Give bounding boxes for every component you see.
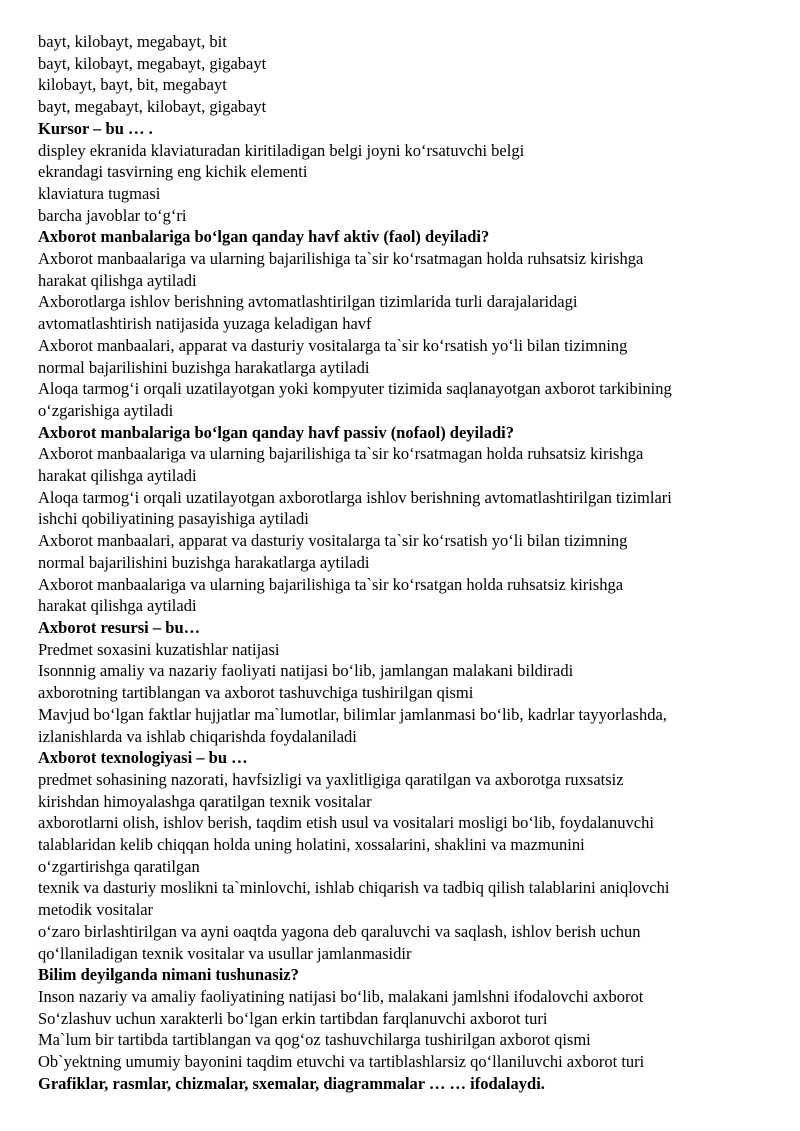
answer-option-text: predmet sohasining nazorati, havfsizligi va yaxlitligiga qaratilgan va axborotga ruxsatsiz [38,769,624,789]
question-text: Axborot resursi – bu… [38,617,201,637]
answer-option-text: kilobayt, bayt, bit, megabayt [38,75,227,95]
question-text: Grafiklar, rasmlar, chizmalar, sxemalar, diagrammalar … … ifodalaydi. [38,1073,545,1093]
answer-option-text: metodik vositalar [38,900,154,920]
answer-option-text: ishchi qobiliyatining pasayishiga aytiladi [38,509,309,529]
answer-option-text: Axborot manbaalari, apparat va dasturiy vositalarga ta`sir koʻrsatish yoʻli bilan tizimning [38,335,628,355]
answer-option-text: Axborotlarga ishlov berishning avtomatlashtirilgan tizimlarida turli darajalaridagi [38,292,578,312]
answer-option-text: barcha javoblar toʻgʻri [38,205,187,225]
question-text: Kursor – bu … . [38,118,153,138]
answer-option-text: Inson nazariy va amaliy faoliyatining natijasi boʻlib, malakani jamlshni ifodalovchi axborot [38,986,644,1006]
answer-option-text: izlanishlarda va ishlab chiqarishda foydalaniladi [38,726,357,746]
question-text: Axborot manbalariga boʻlgan qanday havf aktiv (faol) deyiladi? [38,227,490,247]
answer-option-text: Axborot manbaalari, apparat va dasturiy vositalarga ta`sir koʻrsatish yoʻli bilan tizimning [38,531,628,551]
answer-option-text: Axborot manbaalariga va ularning bajarilishiga ta`sir koʻrsatgan holda ruhsatsiz kirishga [38,574,624,594]
answer-option-text: klaviatura tugmasi [38,183,161,203]
answer-option-text: Axborot manbaalariga va ularning bajarilishiga ta`sir koʻrsatmagan holda ruhsatsiz kirishga [38,249,644,269]
answer-option-text: Axborot manbaalariga va ularning bajarilishiga ta`sir koʻrsatmagan holda ruhsatsiz kirishga [38,444,644,464]
answer-option-text: talablaridan kelib chiqqan holda uning holatini, xossalarini, shaklini va mazmunini [38,835,585,855]
answer-option-text: avtomatlashtirish natijasida yuzaga keladigan havf [38,314,372,334]
answer-option-text: displey ekranida klaviaturadan kiritiladigan belgi joyni koʻrsatuvchi belgi [38,140,525,160]
answer-option-text: bayt, kilobayt, megabayt, gigabayt [38,53,267,73]
question-text: Bilim deyilganda nimani tushunasiz? [38,965,299,985]
answer-option-text: kirishdan himoyalashga qaratilgan texnik vositalar [38,791,372,811]
answer-option-text: oʻzgarishiga aytiladi [38,400,174,420]
answer-option-text: Mavjud boʻlgan faktlar hujjatlar ma`lumotlar, bilimlar jamlanmasi boʻlib, kadrlar tayyorlashda, [38,704,667,724]
answer-option-text: bayt, kilobayt, megabayt, bit [38,32,227,51]
document-page [38,31,778,1094]
answer-option-text: axborotlarni olish, ishlov berish, taqdim etish usul va vositalari mosligi boʻlib, foydalanuvchi [38,813,654,833]
answer-option-text: axborotning tartiblangan va axborot tashuvchiga tushirilgan qismi [38,683,474,703]
answer-option-text: oʻzgartirishga qaratilgan [38,856,200,876]
answer-option-text: normal bajarilishini buzishga harakatlarga aytiladi [38,552,370,572]
answer-option-text: Aloqa tarmogʻi orqali uzatilayotgan axborotlarga ishlov berishning avtomatlashtirilgan tizimlari [38,487,672,507]
answer-option-text: ekrandagi tasvirning eng kichik elementi [38,162,308,182]
answer-option-text: texnik va dasturiy moslikni ta`minlovchi, ishlab chiqarish va tadbiq qilish talablarini aniqlovchi [38,878,670,898]
answer-option-text: Ob`yektning umumiy bayonini taqdim etuvchi va tartiblashlarsiz qoʻllaniluvchi axborot turi [38,1052,645,1072]
answer-option-text: Ma`lum bir tartibda tartiblangan va qogʻoz tashuvchilarga tushirilgan axborot qismi [38,1030,591,1050]
answer-option-text: harakat qilishga aytiladi [38,270,197,290]
answer-option-text: Isonnnig amaliy va nazariy faoliyati natijasi boʻlib, jamlangan malakani bildiradi [38,661,574,681]
answer-option-text: oʻzaro birlashtirilgan va ayni oaqtda yagona deb qaraluvchi va saqlash, ishlov berish uchun [38,921,641,941]
question-text: Axborot texnologiyasi – bu … [38,748,248,768]
answer-option-text: harakat qilishga aytiladi [38,466,197,486]
answer-option-text: harakat qilishga aytiladi [38,596,197,616]
answer-option-text: Aloqa tarmogʻi orqali uzatilayotgan yoki kompyuter tizimida saqlanayotgan axborot tarkibining [38,379,672,399]
answer-option-text: Predmet soxasini kuzatishlar natijasi [38,639,280,659]
answer-option-text: Soʻzlashuv uchun xarakterli boʻlgan erkin tartibdan farqlanuvchi axborot turi [38,1008,548,1028]
answer-option-text: normal bajarilishini buzishga harakatlarga aytiladi [38,357,370,377]
answer-option-text: qoʻllaniladigan texnik vositalar va usullar jamlanmasidir [38,943,412,963]
answer-option-text: bayt, megabayt, kilobayt, gigabayt [38,97,267,117]
question-text: Axborot manbalariga boʻlgan qanday havf passiv (nofaol) deyiladi? [38,422,514,442]
